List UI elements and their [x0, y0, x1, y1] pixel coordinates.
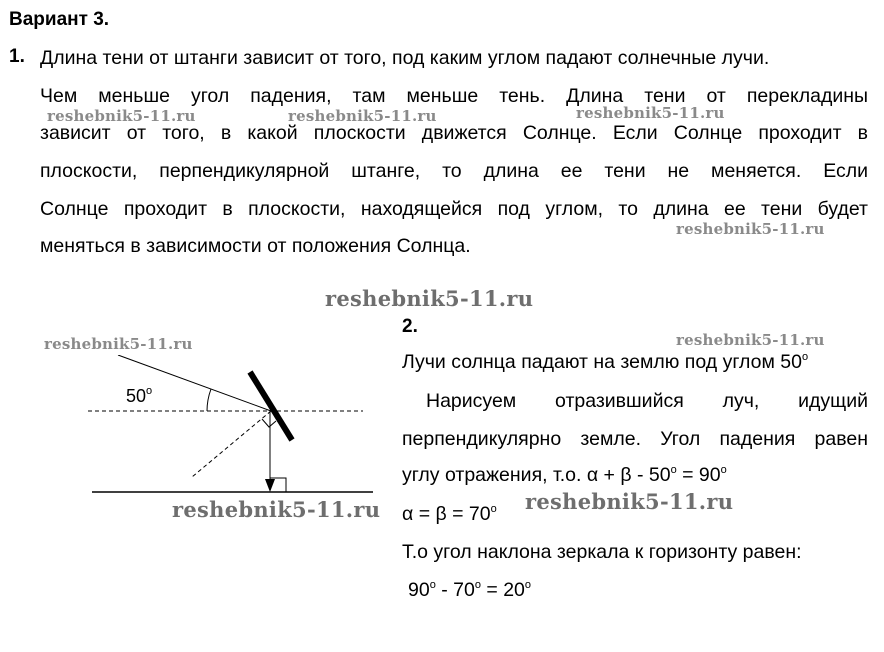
task-2-line-1: Лучи солнца падают на землю под углом 50$^o$ [402, 351, 809, 373]
task-1-line-6: меняться в зависимости от положения Солнца. [40, 235, 471, 257]
angle-arc [207, 389, 211, 411]
task-2-number: 2. [402, 316, 418, 337]
task-2-line-4: углу отражения, т.о. $\alpha + \beta - 50^o = 90^o$ [402, 464, 727, 486]
task-1-line-1: Длина тени от штанги зависит от того, под каким углом падают солнечные лучи. [40, 47, 770, 69]
task-1-line-2: Чем меньше угол падения, там меньше тень. Длина тени от перекладины [40, 85, 868, 107]
mirror-diagram [80, 355, 380, 505]
task-2-line-5: $\alpha = \beta = 70^o$ [402, 503, 497, 525]
watermark: reshebnik5-11.ru [172, 497, 381, 522]
watermark: reshebnik5-11.ru [44, 335, 193, 353]
watermark: reshebnik5-11.ru [325, 286, 534, 311]
mirror-normal [192, 411, 271, 477]
variant-title: Вариант 3. [9, 9, 110, 30]
task-1-number: 1. [9, 46, 25, 67]
watermark: reshebnik5-11.ru [525, 489, 734, 514]
watermark: reshebnik5-11.ru [576, 104, 725, 122]
watermark: reshebnik5-11.ru [288, 107, 437, 125]
task-2-line-2: Нарисуем отразившийся луч, идущий [426, 390, 868, 412]
task-2-line-3: перпендикулярно земле. Угол падения равен [402, 428, 868, 450]
arrow-head [265, 479, 275, 492]
mirror-right-angle-mark [262, 419, 276, 427]
watermark: reshebnik5-11.ru [676, 220, 825, 238]
task-1-line-3: зависит от того, в какой плоскости движется Солнце. Если Солнце проходит в [40, 122, 868, 144]
task-2-line-6: Т.о угол наклона зеркала к горизонту равен: [402, 541, 802, 563]
watermark: reshebnik5-11.ru [676, 331, 825, 349]
task-1-line-5: Солнце проходит в плоскости, находящейся под углом, то длина ее тени будет [40, 198, 868, 220]
angle-label: 50$^o$ [126, 385, 153, 406]
task-1-line-4: плоскости, перпендикулярной штанге, то длина ее тени не меняется. Если [40, 160, 868, 182]
task-2-line-7: $90^o - 70^o = 20^o$ [408, 579, 532, 601]
watermark: reshebnik5-11.ru [47, 107, 196, 125]
